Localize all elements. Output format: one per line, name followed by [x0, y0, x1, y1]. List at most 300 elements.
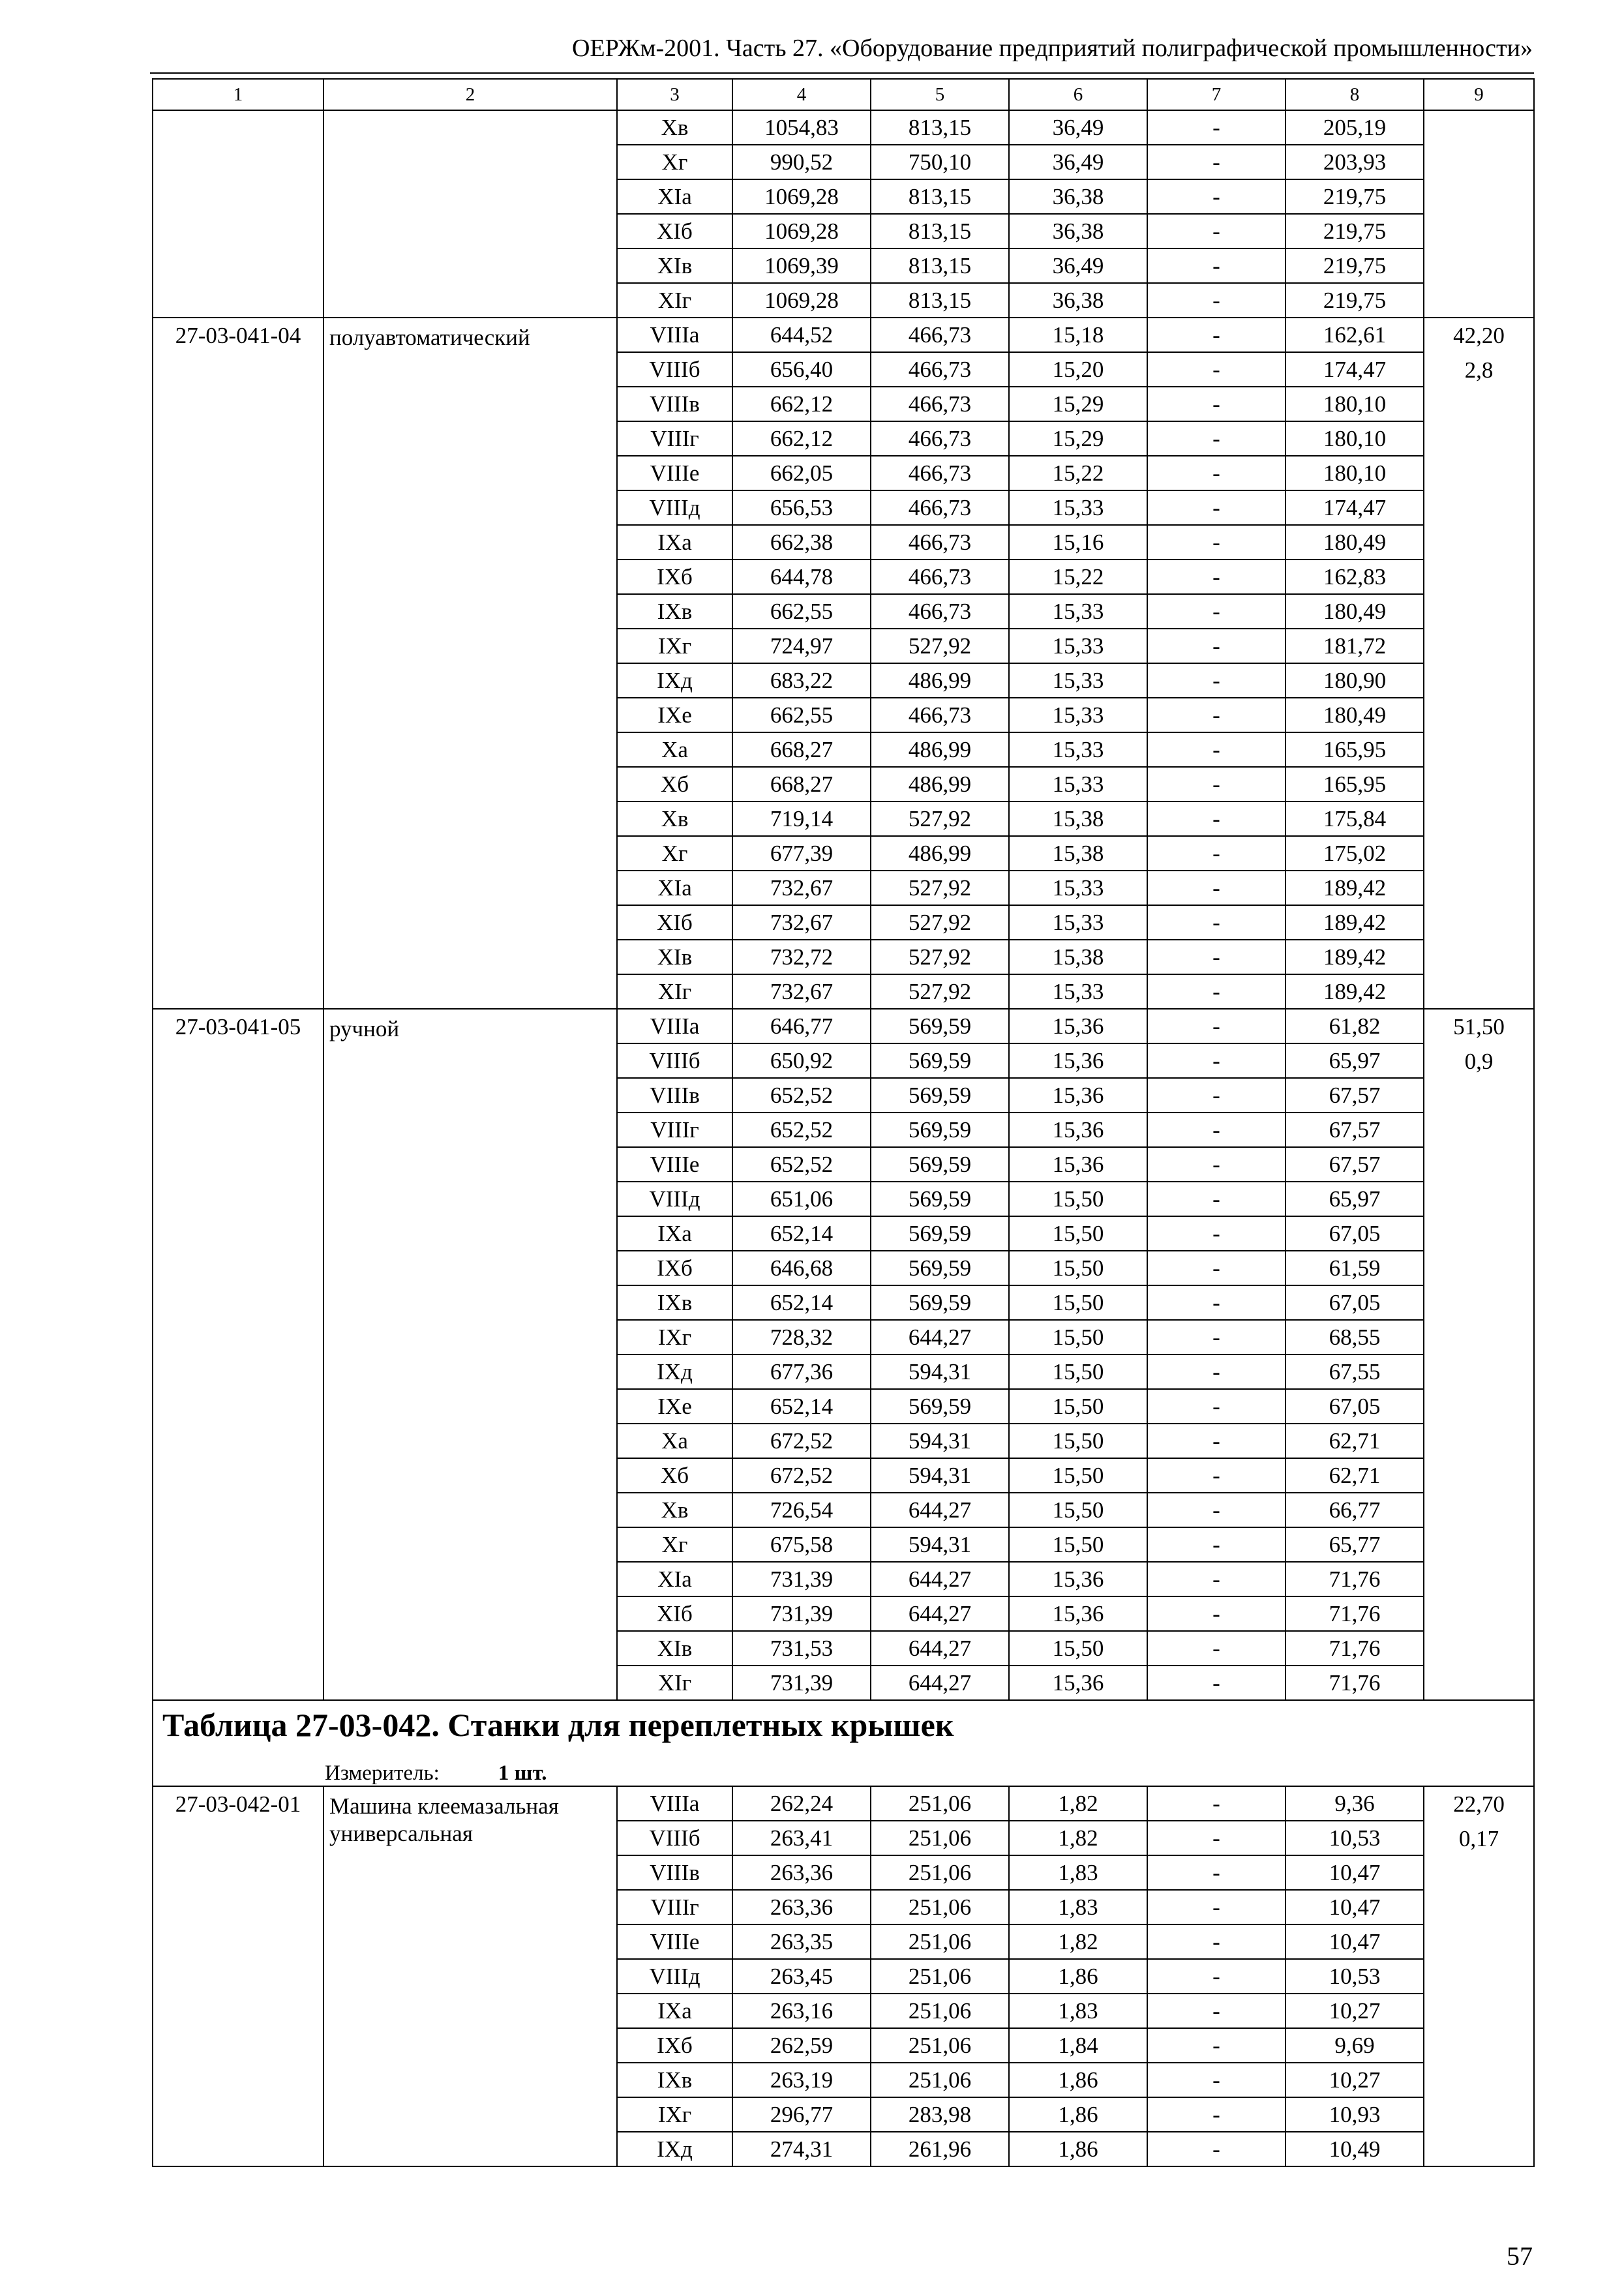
- materials-cell: 180,49: [1286, 525, 1424, 560]
- machine-cost-cell: 15,38: [1009, 801, 1147, 836]
- total-cost-cell: 726,54: [732, 1493, 871, 1527]
- materials-cell: 67,05: [1286, 1216, 1424, 1251]
- machine-cost-cell: 15,50: [1009, 1389, 1147, 1424]
- unit-value: 0,9: [1464, 1049, 1494, 1074]
- materials-cell: 175,84: [1286, 801, 1424, 836]
- total-cost-cell: 724,97: [732, 629, 871, 663]
- total-cost-cell: 262,24: [732, 1786, 871, 1821]
- machine-cost-cell: 15,50: [1009, 1285, 1147, 1320]
- materials-cell: 67,57: [1286, 1147, 1424, 1182]
- machine-cost-cell: 15,33: [1009, 629, 1147, 663]
- materials-cell: 180,49: [1286, 594, 1424, 629]
- zone-cell: VIIIе: [617, 1924, 732, 1959]
- driver-wages-cell: -: [1147, 1855, 1286, 1890]
- driver-wages-cell: -: [1147, 594, 1286, 629]
- zone-cell: IХг: [617, 2097, 732, 2132]
- wages-cell: 466,73: [871, 352, 1009, 387]
- unit-values-cell: [1424, 318, 1534, 1009]
- driver-wages-cell: -: [1147, 2063, 1286, 2097]
- col-number: 8: [1286, 79, 1424, 110]
- total-cost-cell: 644,78: [732, 560, 871, 594]
- wages-cell: 527,92: [871, 801, 1009, 836]
- col-number: 6: [1009, 79, 1147, 110]
- wages-cell: 594,31: [871, 1458, 1009, 1493]
- machine-cost-cell: 36,38: [1009, 283, 1147, 318]
- zone-cell: VIIIг: [617, 1113, 732, 1147]
- materials-cell: 9,36: [1286, 1786, 1424, 1821]
- unit-value: 2,8: [1464, 357, 1494, 383]
- materials-cell: 10,53: [1286, 1959, 1424, 1994]
- total-cost-cell: 263,19: [732, 2063, 871, 2097]
- driver-wages-cell: -: [1147, 525, 1286, 560]
- driver-wages-cell: -: [1147, 1596, 1286, 1631]
- machine-cost-cell: 15,50: [1009, 1216, 1147, 1251]
- driver-wages-cell: -: [1147, 1389, 1286, 1424]
- driver-wages-cell: -: [1147, 110, 1286, 145]
- materials-cell: 10,93: [1286, 2097, 1424, 2132]
- unit-values-cell: [1424, 1786, 1534, 2166]
- zone-cell: Хг: [617, 145, 732, 179]
- materials-cell: 10,47: [1286, 1890, 1424, 1924]
- zone-cell: Ха: [617, 1424, 732, 1458]
- measure-row: [153, 1761, 1534, 1786]
- wages-cell: 283,98: [871, 2097, 1009, 2132]
- materials-cell: 174,47: [1286, 352, 1424, 387]
- zone-cell: ХIа: [617, 871, 732, 905]
- zone-cell: VIIIа: [617, 318, 732, 352]
- zone-cell: VIIIд: [617, 490, 732, 525]
- materials-cell: 10,49: [1286, 2132, 1424, 2166]
- zone-cell: IХа: [617, 525, 732, 560]
- total-cost-cell: 296,77: [732, 2097, 871, 2132]
- driver-wages-cell: -: [1147, 560, 1286, 594]
- total-cost-cell: 731,53: [732, 1631, 871, 1666]
- total-cost-cell: 675,58: [732, 1527, 871, 1562]
- wages-cell: 569,59: [871, 1216, 1009, 1251]
- col-number: 1: [153, 79, 323, 110]
- materials-cell: 61,59: [1286, 1251, 1424, 1285]
- materials-cell: 174,47: [1286, 490, 1424, 525]
- total-cost-cell: 662,12: [732, 387, 871, 421]
- wages-cell: 594,31: [871, 1527, 1009, 1562]
- norm-code-cell: 27-03-041-04: [153, 318, 323, 1009]
- driver-wages-cell: -: [1147, 1182, 1286, 1216]
- wages-cell: 644,27: [871, 1666, 1009, 1700]
- zone-cell: VIIIа: [617, 1009, 732, 1043]
- zone-cell: VIIIд: [617, 1959, 732, 1994]
- equipment-name-cell: ручной: [323, 1009, 617, 1700]
- driver-wages-cell: -: [1147, 1821, 1286, 1855]
- table-row: [153, 318, 1534, 352]
- driver-wages-cell: -: [1147, 940, 1286, 974]
- materials-cell: 65,97: [1286, 1182, 1424, 1216]
- machine-cost-cell: 15,20: [1009, 352, 1147, 387]
- total-cost-cell: 668,27: [732, 732, 871, 767]
- materials-cell: 203,93: [1286, 145, 1424, 179]
- driver-wages-cell: -: [1147, 974, 1286, 1009]
- materials-cell: 62,71: [1286, 1424, 1424, 1458]
- column-number-row: [153, 79, 1534, 110]
- col-number: 3: [617, 79, 732, 110]
- total-cost-cell: 732,72: [732, 940, 871, 974]
- norm-code-cell: [153, 110, 323, 318]
- driver-wages-cell: -: [1147, 1251, 1286, 1285]
- machine-cost-cell: 1,86: [1009, 2132, 1147, 2166]
- machine-cost-cell: 15,33: [1009, 767, 1147, 801]
- machine-cost-cell: 1,82: [1009, 1821, 1147, 1855]
- zone-cell: Хг: [617, 1527, 732, 1562]
- total-cost-cell: 731,39: [732, 1562, 871, 1596]
- measure-value: 1 шт.: [498, 1761, 547, 1785]
- machine-cost-cell: 15,50: [1009, 1631, 1147, 1666]
- wages-cell: 527,92: [871, 974, 1009, 1009]
- machine-cost-cell: 36,38: [1009, 214, 1147, 248]
- machine-cost-cell: 15,22: [1009, 560, 1147, 594]
- zone-cell: IХд: [617, 1354, 732, 1389]
- wages-cell: 466,73: [871, 421, 1009, 456]
- total-cost-cell: 662,55: [732, 594, 871, 629]
- wages-cell: 466,73: [871, 318, 1009, 352]
- page-number: 57: [1507, 2241, 1533, 2271]
- zone-cell: VIIIб: [617, 1043, 732, 1078]
- machine-cost-cell: 15,29: [1009, 387, 1147, 421]
- materials-cell: 67,05: [1286, 1285, 1424, 1320]
- driver-wages-cell: -: [1147, 1890, 1286, 1924]
- wages-cell: 527,92: [871, 940, 1009, 974]
- machine-cost-cell: 15,50: [1009, 1251, 1147, 1285]
- zone-cell: IХе: [617, 1389, 732, 1424]
- driver-wages-cell: -: [1147, 1320, 1286, 1354]
- total-cost-cell: 650,92: [732, 1043, 871, 1078]
- wages-cell: 569,59: [871, 1113, 1009, 1147]
- machine-cost-cell: 15,36: [1009, 1562, 1147, 1596]
- zone-cell: IХа: [617, 1216, 732, 1251]
- machine-cost-cell: 36,38: [1009, 179, 1147, 214]
- norms-table: [152, 78, 1535, 2167]
- zone-cell: VIIIв: [617, 1855, 732, 1890]
- machine-cost-cell: 15,36: [1009, 1043, 1147, 1078]
- driver-wages-cell: -: [1147, 214, 1286, 248]
- zone-cell: VIIIг: [617, 1890, 732, 1924]
- total-cost-cell: 652,14: [732, 1389, 871, 1424]
- machine-cost-cell: 15,50: [1009, 1493, 1147, 1527]
- total-cost-cell: 656,53: [732, 490, 871, 525]
- machine-cost-cell: 15,36: [1009, 1666, 1147, 1700]
- driver-wages-cell: -: [1147, 1285, 1286, 1320]
- machine-cost-cell: 15,50: [1009, 1424, 1147, 1458]
- machine-cost-cell: 15,38: [1009, 940, 1147, 974]
- wages-cell: 813,15: [871, 214, 1009, 248]
- total-cost-cell: 1069,28: [732, 179, 871, 214]
- wages-cell: 569,59: [871, 1285, 1009, 1320]
- driver-wages-cell: -: [1147, 421, 1286, 456]
- materials-cell: 67,05: [1286, 1389, 1424, 1424]
- wages-cell: 594,31: [871, 1424, 1009, 1458]
- wages-cell: 644,27: [871, 1596, 1009, 1631]
- wages-cell: 644,27: [871, 1631, 1009, 1666]
- zone-cell: ХIг: [617, 1666, 732, 1700]
- total-cost-cell: 732,67: [732, 905, 871, 940]
- zone-cell: IХб: [617, 2028, 732, 2063]
- total-cost-cell: 644,52: [732, 318, 871, 352]
- driver-wages-cell: -: [1147, 1009, 1286, 1043]
- zone-cell: ХIг: [617, 974, 732, 1009]
- total-cost-cell: 263,35: [732, 1924, 871, 1959]
- machine-cost-cell: 15,33: [1009, 905, 1147, 940]
- zone-cell: IХа: [617, 1994, 732, 2028]
- machine-cost-cell: 36,49: [1009, 110, 1147, 145]
- machine-cost-cell: 36,49: [1009, 248, 1147, 283]
- col-number: 7: [1147, 79, 1286, 110]
- wages-cell: 466,73: [871, 560, 1009, 594]
- driver-wages-cell: -: [1147, 1493, 1286, 1527]
- total-cost-cell: 274,31: [732, 2132, 871, 2166]
- materials-cell: 67,57: [1286, 1078, 1424, 1113]
- total-cost-cell: 677,39: [732, 836, 871, 871]
- driver-wages-cell: -: [1147, 1562, 1286, 1596]
- zone-cell: VIIIб: [617, 1821, 732, 1855]
- col-number: 5: [871, 79, 1009, 110]
- zone-cell: VIIIе: [617, 1147, 732, 1182]
- total-cost-cell: 672,52: [732, 1458, 871, 1493]
- driver-wages-cell: -: [1147, 1147, 1286, 1182]
- materials-cell: 9,69: [1286, 2028, 1424, 2063]
- driver-wages-cell: -: [1147, 1666, 1286, 1700]
- driver-wages-cell: -: [1147, 283, 1286, 318]
- machine-cost-cell: 15,38: [1009, 836, 1147, 871]
- zone-cell: IХг: [617, 1320, 732, 1354]
- driver-wages-cell: -: [1147, 1216, 1286, 1251]
- materials-cell: 175,02: [1286, 836, 1424, 871]
- wages-cell: 261,96: [871, 2132, 1009, 2166]
- materials-cell: 189,42: [1286, 974, 1424, 1009]
- driver-wages-cell: -: [1147, 1994, 1286, 2028]
- wages-cell: 251,06: [871, 1994, 1009, 2028]
- machine-cost-cell: 15,33: [1009, 871, 1147, 905]
- materials-cell: 67,57: [1286, 1113, 1424, 1147]
- wages-cell: 466,73: [871, 490, 1009, 525]
- zone-cell: IХв: [617, 594, 732, 629]
- zone-cell: Ха: [617, 732, 732, 767]
- wages-cell: 813,15: [871, 248, 1009, 283]
- total-cost-cell: 1069,39: [732, 248, 871, 283]
- wages-cell: 527,92: [871, 871, 1009, 905]
- machine-cost-cell: 1,84: [1009, 2028, 1147, 2063]
- materials-cell: 180,49: [1286, 698, 1424, 732]
- zone-cell: IХд: [617, 2132, 732, 2166]
- total-cost-cell: 652,14: [732, 1216, 871, 1251]
- total-cost-cell: 683,22: [732, 663, 871, 698]
- total-cost-cell: 662,12: [732, 421, 871, 456]
- driver-wages-cell: -: [1147, 248, 1286, 283]
- materials-cell: 181,72: [1286, 629, 1424, 663]
- machine-cost-cell: 15,36: [1009, 1113, 1147, 1147]
- driver-wages-cell: -: [1147, 318, 1286, 352]
- wages-cell: 813,15: [871, 179, 1009, 214]
- equipment-name-cell: Машина клеемазальная универсальная: [323, 1786, 617, 2166]
- wages-cell: 569,59: [871, 1147, 1009, 1182]
- section-title-cell: [153, 1700, 1534, 1761]
- materials-cell: 65,77: [1286, 1527, 1424, 1562]
- col-number: 4: [732, 79, 871, 110]
- wages-cell: 569,59: [871, 1078, 1009, 1113]
- unit-value: 42,20: [1453, 323, 1505, 348]
- materials-cell: 71,76: [1286, 1666, 1424, 1700]
- unit-value: 51,50: [1453, 1014, 1505, 1040]
- wages-cell: 486,99: [871, 767, 1009, 801]
- machine-cost-cell: 15,33: [1009, 732, 1147, 767]
- driver-wages-cell: -: [1147, 352, 1286, 387]
- materials-cell: 67,55: [1286, 1354, 1424, 1389]
- machine-cost-cell: 1,86: [1009, 2097, 1147, 2132]
- materials-cell: 10,53: [1286, 1821, 1424, 1855]
- machine-cost-cell: 15,36: [1009, 1078, 1147, 1113]
- running-header: ОЕРЖм-2001. Часть 27. «Оборудование предприятий полиграфической промышленности»: [571, 35, 1533, 62]
- zone-cell: VIIIа: [617, 1786, 732, 1821]
- wages-cell: 251,06: [871, 1786, 1009, 1821]
- total-cost-cell: 731,39: [732, 1596, 871, 1631]
- materials-cell: 180,90: [1286, 663, 1424, 698]
- wages-cell: 251,06: [871, 2063, 1009, 2097]
- zone-cell: ХIб: [617, 905, 732, 940]
- zone-cell: Хг: [617, 836, 732, 871]
- unit-values-cell: [1424, 1009, 1534, 1700]
- total-cost-cell: 646,68: [732, 1251, 871, 1285]
- wages-cell: 251,06: [871, 1890, 1009, 1924]
- zone-cell: VIIIв: [617, 387, 732, 421]
- total-cost-cell: 719,14: [732, 801, 871, 836]
- driver-wages-cell: -: [1147, 663, 1286, 698]
- equipment-name-cell: полуавтоматический: [323, 318, 617, 1009]
- machine-cost-cell: 15,50: [1009, 1458, 1147, 1493]
- wages-cell: 569,59: [871, 1389, 1009, 1424]
- driver-wages-cell: -: [1147, 905, 1286, 940]
- machine-cost-cell: 36,49: [1009, 145, 1147, 179]
- driver-wages-cell: -: [1147, 456, 1286, 490]
- driver-wages-cell: -: [1147, 1527, 1286, 1562]
- total-cost-cell: 652,14: [732, 1285, 871, 1320]
- driver-wages-cell: -: [1147, 1458, 1286, 1493]
- wages-cell: 569,59: [871, 1043, 1009, 1078]
- zone-cell: VIIIв: [617, 1078, 732, 1113]
- machine-cost-cell: 1,83: [1009, 1890, 1147, 1924]
- wages-cell: 813,15: [871, 110, 1009, 145]
- zone-cell: ХIг: [617, 283, 732, 318]
- driver-wages-cell: -: [1147, 145, 1286, 179]
- total-cost-cell: 263,36: [732, 1855, 871, 1890]
- zone-cell: VIIIб: [617, 352, 732, 387]
- machine-cost-cell: 15,50: [1009, 1320, 1147, 1354]
- materials-cell: 71,76: [1286, 1562, 1424, 1596]
- total-cost-cell: 677,36: [732, 1354, 871, 1389]
- machine-cost-cell: 15,29: [1009, 421, 1147, 456]
- total-cost-cell: 662,55: [732, 698, 871, 732]
- machine-cost-cell: 15,50: [1009, 1527, 1147, 1562]
- wages-cell: 251,06: [871, 1821, 1009, 1855]
- zone-cell: IХв: [617, 1285, 732, 1320]
- materials-cell: 10,47: [1286, 1924, 1424, 1959]
- machine-cost-cell: 1,82: [1009, 1924, 1147, 1959]
- total-cost-cell: 656,40: [732, 352, 871, 387]
- zone-cell: Хб: [617, 1458, 732, 1493]
- materials-cell: 165,95: [1286, 732, 1424, 767]
- wages-cell: 466,73: [871, 594, 1009, 629]
- wages-cell: 466,73: [871, 387, 1009, 421]
- zone-cell: IХе: [617, 698, 732, 732]
- machine-cost-cell: 15,36: [1009, 1596, 1147, 1631]
- machine-cost-cell: 15,33: [1009, 490, 1147, 525]
- total-cost-cell: 1069,28: [732, 214, 871, 248]
- materials-cell: 180,10: [1286, 421, 1424, 456]
- wages-cell: 569,59: [871, 1251, 1009, 1285]
- wages-cell: 750,10: [871, 145, 1009, 179]
- equipment-name-cell: [323, 110, 617, 318]
- zone-cell: ХIв: [617, 1631, 732, 1666]
- total-cost-cell: 263,16: [732, 1994, 871, 2028]
- driver-wages-cell: -: [1147, 387, 1286, 421]
- materials-cell: 189,42: [1286, 940, 1424, 974]
- wages-cell: 466,73: [871, 525, 1009, 560]
- machine-cost-cell: 1,83: [1009, 1855, 1147, 1890]
- total-cost-cell: 668,27: [732, 767, 871, 801]
- materials-cell: 10,47: [1286, 1855, 1424, 1890]
- zone-cell: IХб: [617, 560, 732, 594]
- wages-cell: 251,06: [871, 1924, 1009, 1959]
- materials-cell: 10,27: [1286, 1994, 1424, 2028]
- materials-cell: 68,55: [1286, 1320, 1424, 1354]
- driver-wages-cell: -: [1147, 179, 1286, 214]
- machine-cost-cell: 15,33: [1009, 663, 1147, 698]
- wages-cell: 594,31: [871, 1354, 1009, 1389]
- section-title: Таблица 27-03-042. Станки для переплетных крышек: [162, 1707, 954, 1743]
- total-cost-cell: 651,06: [732, 1182, 871, 1216]
- total-cost-cell: 262,59: [732, 2028, 871, 2063]
- unit-value: 22,70: [1453, 1791, 1505, 1817]
- unit-value: 0,17: [1458, 1826, 1499, 1851]
- measure-label: Измеритель:: [325, 1761, 440, 1785]
- materials-cell: 71,76: [1286, 1596, 1424, 1631]
- machine-cost-cell: 1,86: [1009, 1959, 1147, 1994]
- measure-cell: [153, 1761, 1534, 1786]
- driver-wages-cell: -: [1147, 871, 1286, 905]
- materials-cell: 189,42: [1286, 871, 1424, 905]
- driver-wages-cell: -: [1147, 1424, 1286, 1458]
- driver-wages-cell: -: [1147, 698, 1286, 732]
- materials-cell: 219,75: [1286, 179, 1424, 214]
- wages-cell: 813,15: [871, 283, 1009, 318]
- machine-cost-cell: 15,36: [1009, 1147, 1147, 1182]
- wages-cell: 644,27: [871, 1562, 1009, 1596]
- total-cost-cell: 732,67: [732, 871, 871, 905]
- materials-cell: 162,83: [1286, 560, 1424, 594]
- zone-cell: ХIа: [617, 179, 732, 214]
- zone-cell: Хв: [617, 1493, 732, 1527]
- wages-cell: 644,27: [871, 1493, 1009, 1527]
- unit-values-cell: [1424, 110, 1534, 318]
- zone-cell: VIIIд: [617, 1182, 732, 1216]
- wages-cell: 486,99: [871, 836, 1009, 871]
- total-cost-cell: 652,52: [732, 1078, 871, 1113]
- materials-cell: 165,95: [1286, 767, 1424, 801]
- wages-cell: 466,73: [871, 698, 1009, 732]
- wages-cell: 466,73: [871, 456, 1009, 490]
- total-cost-cell: 263,36: [732, 1890, 871, 1924]
- total-cost-cell: 263,41: [732, 1821, 871, 1855]
- materials-cell: 61,82: [1286, 1009, 1424, 1043]
- machine-cost-cell: 1,86: [1009, 2063, 1147, 2097]
- total-cost-cell: 652,52: [732, 1113, 871, 1147]
- total-cost-cell: 662,05: [732, 456, 871, 490]
